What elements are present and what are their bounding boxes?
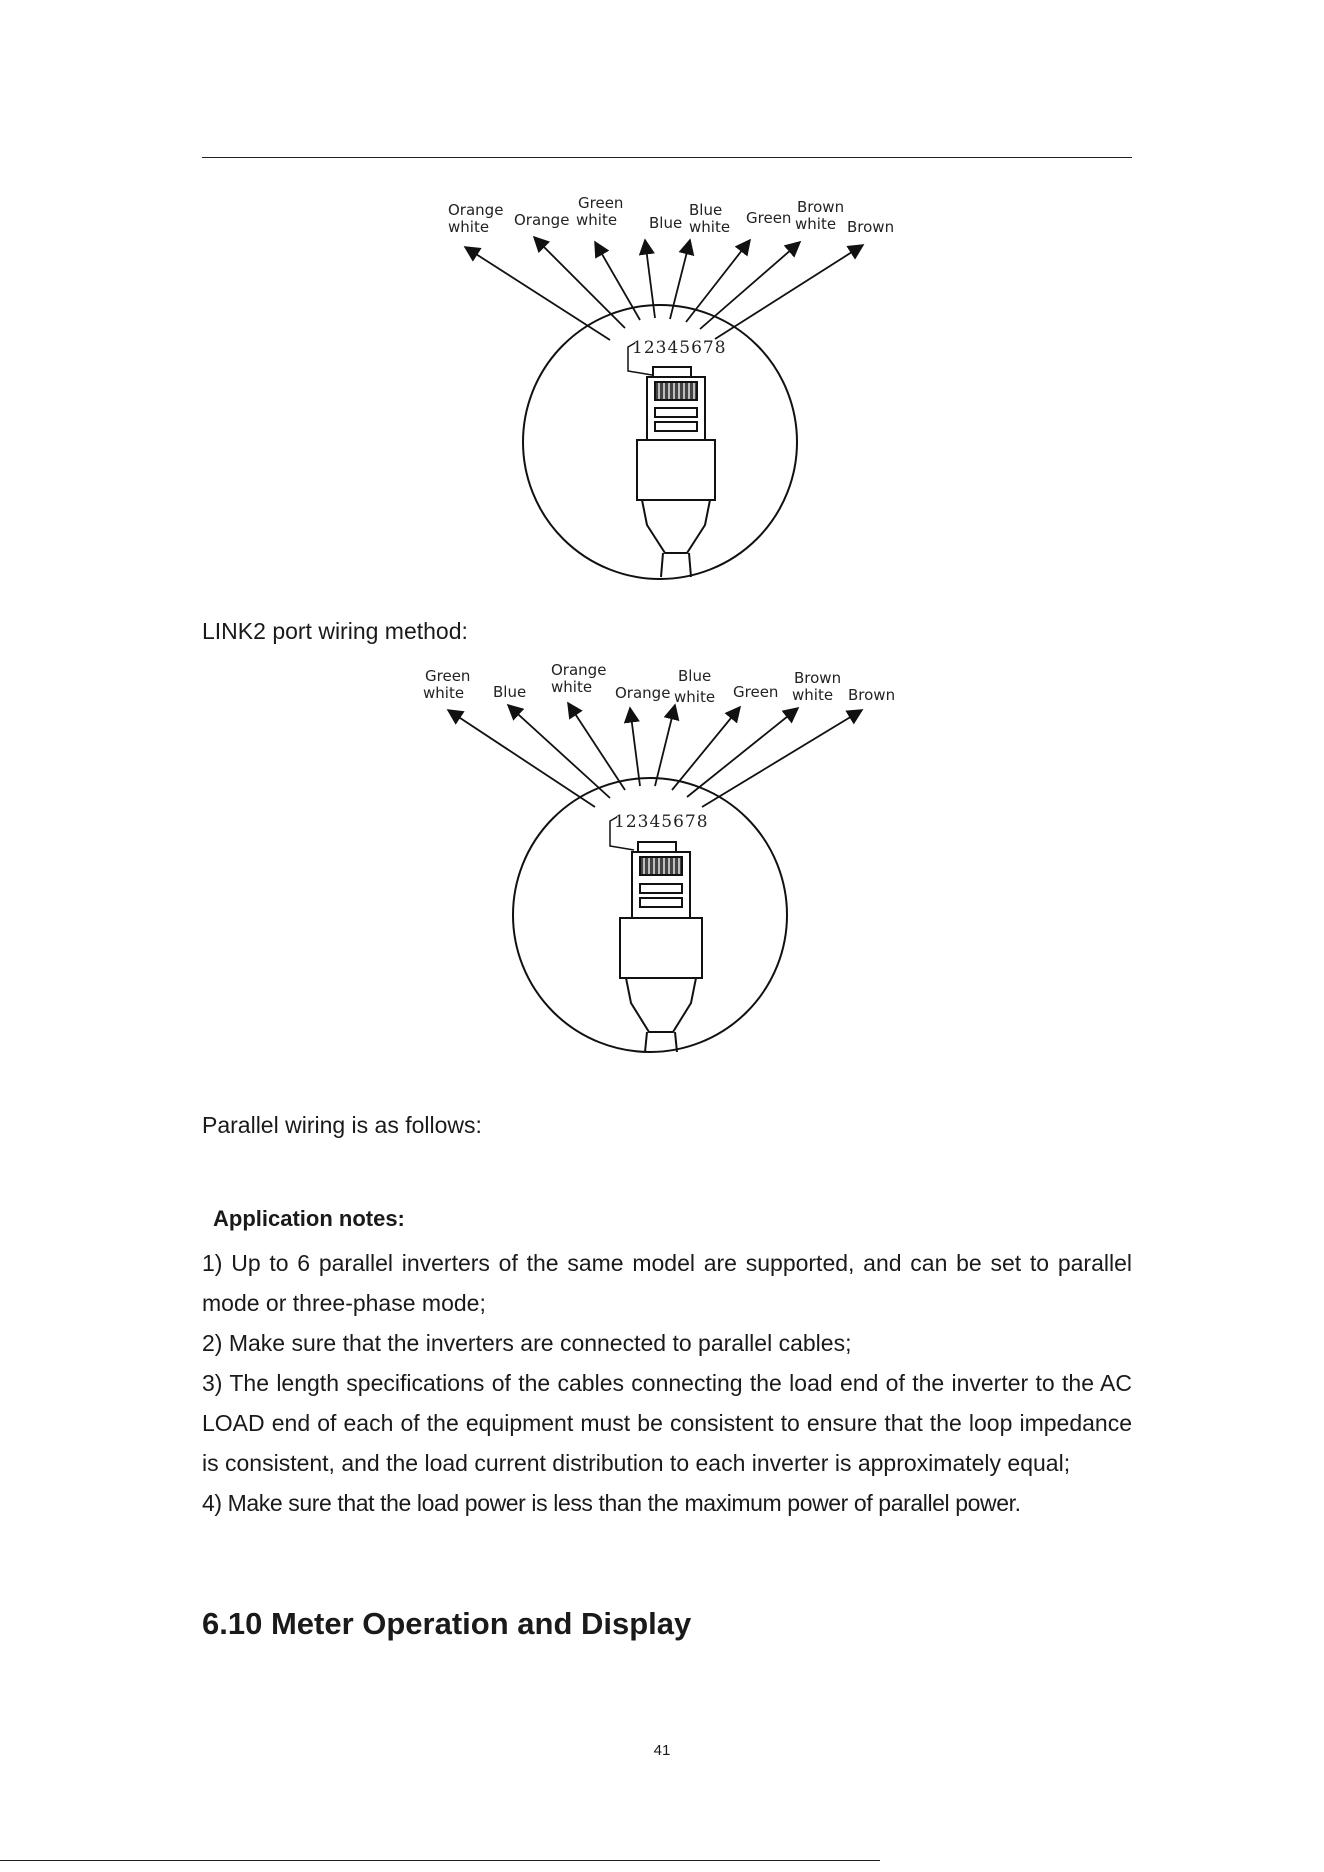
wire-label-3: Orange white <box>551 661 607 696</box>
wire-label-1: Green white <box>423 667 471 702</box>
application-notes-list <box>202 1243 1132 1523</box>
wire-labels <box>448 194 894 236</box>
wire-label-5: Blue white <box>674 667 716 706</box>
wire-label-1: Orange white <box>448 201 504 236</box>
note-item-4: 4) Make sure that the load power is less than the maximum power of parallel power. <box>202 1490 1021 1516</box>
wire-label-8: Brown <box>848 686 896 704</box>
wire-label-3: Green white <box>576 194 624 229</box>
wire-label-6: Green <box>733 683 779 701</box>
rj45-diagram-1-svg <box>430 195 910 585</box>
pin-numbers: 12345678 <box>632 338 727 358</box>
wire-label-7: Brown white <box>792 669 842 704</box>
note-item-1: 1) Up to 6 parallel inverters of the same model are supported, and can be set to parallel mode or three-phase mode; <box>202 1250 1132 1316</box>
note-item-2: 2) Make sure that the inverters are connected to parallel cables; <box>202 1330 852 1356</box>
rj45-diagram-2-svg <box>410 660 910 1080</box>
link2-caption: LINK2 port wiring method: <box>202 618 468 644</box>
wire-label-2: Blue <box>493 683 527 701</box>
wire-arrows <box>465 237 863 340</box>
wire-label-7: Brown white <box>795 198 845 233</box>
page-number: 41 <box>653 1742 671 1759</box>
pin-numbers: 12345678 <box>614 812 709 832</box>
wire-labels <box>423 661 895 706</box>
wire-label-8: Brown <box>847 218 895 236</box>
application-notes-heading: Application notes: <box>213 1206 405 1231</box>
note-item-3: 3) The length specifications of the cables connecting the load end of the inverter to the AC LOAD end of each of the equipment must be consistent to ensure that the loop impedance is consistent, and the load current distribution to each inverter is approximately equal; <box>202 1370 1132 1476</box>
wire-label-4: Orange <box>615 684 671 702</box>
section-title: 6.10 Meter Operation and Display <box>202 1606 692 1641</box>
wire-arrows <box>448 703 862 807</box>
parallel-wiring-caption: Parallel wiring is as follows: <box>202 1112 482 1138</box>
wire-label-2: Orange <box>514 211 570 229</box>
rj45-plug <box>620 842 702 1052</box>
footer-rule <box>0 1860 880 1861</box>
rj45-wiring-diagram-1 <box>430 195 910 585</box>
wire-label-4: Blue <box>649 214 683 232</box>
rj45-plug <box>637 367 715 577</box>
wire-label-5: Blue white <box>689 201 731 236</box>
header-rule <box>202 157 1132 158</box>
rj45-wiring-diagram-2 <box>410 660 910 1080</box>
wire-label-6: Green <box>746 209 792 227</box>
